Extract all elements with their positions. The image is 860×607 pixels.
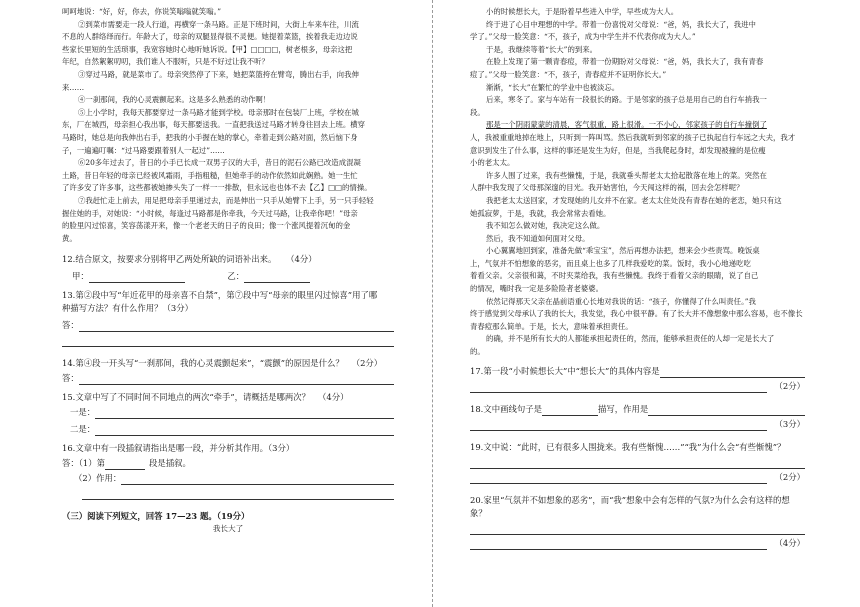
passage-line: 呵呵地说：“好，好，你去，你说笑嗡嗡就笑嗡。” <box>62 7 222 16</box>
passage-line: ③穿过马路，就是菜市了。母亲突然停了下来，她把菜篮挎在臂弯，腾出右手，向我伸 <box>78 69 359 79</box>
answer-line[interactable] <box>79 372 394 385</box>
passage-line: ⑥20多年过去了，昔日的小手已长成一双男子汉的大手，昔日的泥石公路已改造成混凝 <box>78 158 361 168</box>
question-number: 15. <box>62 392 76 403</box>
passage-line: 的。 <box>470 347 485 357</box>
answer-line-second[interactable] <box>95 423 394 436</box>
passage-line: ⑤上小学时，我每天都要穿过一条马路才能到学校。母亲那时在包装厂上班，学校在城 <box>78 107 359 117</box>
section-title: （三）阅读下列短文，回答 17—23 题。（19分） <box>62 511 250 522</box>
question-number: 20. <box>470 494 484 505</box>
passage-line: 人，我被重重地掉在地上，只听到一阵叫骂。然后我就听到邻家的孩子已执起自行车远之大夫，我才 <box>470 132 796 142</box>
passage-mother-hands <box>62 6 394 245</box>
passage-line: 的脸里闪过惊喜，笑容荡漾开来，像一个老老天的日子的良田；像一个涨风提着沉甸的金 <box>62 221 351 231</box>
answer-blank-method[interactable] <box>542 403 598 416</box>
passage-line: 她孤寂萝，于是，我就，我会常常去看她。 <box>470 208 611 218</box>
passage-line: 上，气氛并不怕想象的恶劣，而且桌上也多了几样我爱吃的菜。饭时，我小心地递吃吃 <box>470 258 751 268</box>
label-second: 二是： <box>70 424 96 435</box>
passage-line: 人群中我发现了父母那深邃的目光。我开始害怕，今天闯这样的祸，回去会怎样呢？ <box>470 183 744 193</box>
question-number: 18. <box>470 403 484 414</box>
question-number: 14. <box>62 358 76 369</box>
passage-line: 不息的人群络绎而行。年龄大了，母亲的双腿显得很不灵便。她提着菜篮，挨着我走边边说 <box>62 32 358 42</box>
answer-line[interactable] <box>470 522 805 535</box>
answer-line[interactable] <box>648 403 805 416</box>
passage-line: 着看父亲。父亲很和蔼，不时夹菜给我，我有些懒愧。我终于看着父亲的眼睛，说了自己 <box>470 271 759 281</box>
question-score: （4分） <box>774 537 805 548</box>
question-score: （2分） <box>351 358 383 369</box>
passage-line: 段。 <box>470 107 485 117</box>
question-text-cont: 象？ <box>470 507 487 518</box>
question-13 <box>62 289 394 347</box>
question-text: 文章中有一段插叙请指出是哪一段，并分析其作用。（3分） <box>75 443 295 454</box>
passage-growing-up <box>470 6 805 359</box>
passage-line: 在脸上发现了第一颗青春痘，带着一份期盼对父母说：“爸，妈，我长大了，我有青春 <box>486 57 764 67</box>
question-score: （2分） <box>774 380 805 391</box>
question-text-cont: 描写，作用是 <box>597 403 649 414</box>
label-q16-part1b: 段是插叙。 <box>149 458 191 469</box>
answer-line[interactable] <box>470 418 767 431</box>
passage-line: 握住她的手，对她说：“小时候，每逢过马路都是你牵我，今天过马路，让我牵你吧！”母亲 <box>62 208 358 218</box>
passage-line: 我把老太太送回家，才发现她的儿女并不在家。老太太住处没有青春在她的老恋，她只有这 <box>486 195 782 205</box>
passage-line: 我不知怎么做对她，我决定这么做。 <box>486 221 605 231</box>
left-column <box>62 6 394 535</box>
question-20 <box>470 494 805 550</box>
question-text-cont: 种描写方法？有什么作用？（3分） <box>62 303 193 314</box>
passage-line: 然后，我不知道如何面对父母。 <box>486 233 590 243</box>
question-number: 17. <box>470 365 484 376</box>
right-column <box>470 6 805 550</box>
answer-blank-paragraph[interactable] <box>105 459 145 470</box>
question-score: （4分） <box>290 254 317 265</box>
passage-line: 学了。”父母一脸笑意：“不，孩子，成为中学生并不代表你成为大人。” <box>470 32 696 42</box>
passage-line: 痘了。”父母一脸笑意：“不，孩子，青春痘并不证明你长大。” <box>470 69 667 79</box>
label-answer: 答： <box>62 320 79 331</box>
answer-line[interactable] <box>470 456 805 469</box>
question-text: 第一段“小时候想长大”中“想长大”的具体内容是 <box>483 365 660 376</box>
passage-line: 年纪，自然絮絮叨叨，我们谁人不服听，只是不好过让我不听？ <box>62 57 269 67</box>
answer-line[interactable] <box>121 472 394 485</box>
question-text: 第②段中写“年近花甲的母亲喜不自禁”，第⑦段中写“母亲的眼里闪过惊喜”用了哪 <box>75 290 378 301</box>
passage-line: 小心翼翼地回到家，准备先做“乖宝宝”，然后再想办法把，想来会少些责骂。晚饭桌 <box>486 246 760 256</box>
passage-line: 的确，并不是所有长大的人都能承担起责任的，然而，能够承担责任的人却一定是长大了 <box>486 334 775 344</box>
question-number: 13. <box>62 290 76 301</box>
answer-blank-jia[interactable] <box>89 272 185 283</box>
passage-line: ②到菜市需要走一段人行道，再横穿一条马路。正是下班时间，大街上车来车往，川流 <box>78 19 359 29</box>
essay-title: 我长大了 <box>212 524 244 534</box>
passage-line: 许多人围了过来，我有些懒愧，于是，我就垂头帮老太太拾起散落在地上的菜。突然在 <box>486 170 767 180</box>
passage-line: 后来，寒冬了。家与车站有一段很长的路。于是邻家的孩子总是用自己的自行车捎我一 <box>486 95 767 105</box>
passage-line: 土路，昔日年轻的母亲已经被风霜雨，手指粗糙，但她牵手的动作依然如此娴熟。她一生忙 <box>62 170 358 180</box>
passage-line: 些家长里短的生活琐事，我宽容她时心地听她诉说。【甲】□□□□，树老根多，母亲这把 <box>62 44 353 54</box>
question-18 <box>470 403 805 431</box>
passage-line: 的情况，嘴时我一定是多险险者老婆婆。 <box>470 284 604 294</box>
answer-line[interactable] <box>82 487 394 500</box>
question-score: （3分） <box>774 418 805 429</box>
question-17 <box>470 365 805 393</box>
passage-line: 渐渐，“长大”在繁忙的学业中也被淡忘。 <box>486 82 620 92</box>
passage-line: 来…… <box>62 82 85 92</box>
question-number: 19. <box>470 441 484 452</box>
question-14 <box>62 357 394 385</box>
answer-line[interactable] <box>470 380 767 393</box>
label-yi: 乙： <box>227 271 245 282</box>
passage-line: ⑦我赶忙走上前去，用足把母亲手里递过去，而是伸出一只手从她臂下上手，另一只手轻轻 <box>78 195 374 205</box>
question-text: 结合原文，按要求分别将甲乙两处所缺的词语补出来。 <box>75 254 277 265</box>
passage-line: 青春痘那么简单。于是，长大，意味着承担责任。 <box>470 321 633 331</box>
question-text: 文中说：“此时，已有很多人围拢来。我有些惭愧……”“我”为什么会“有些惭愧”？ <box>483 441 786 452</box>
question-19 <box>470 441 805 484</box>
label-q16-part1: 答：（1）第 <box>62 458 106 469</box>
label-q16-part2: （2）作用： <box>74 473 122 484</box>
answer-line[interactable] <box>79 319 394 332</box>
question-score: （2分） <box>774 471 805 482</box>
label-jia: 甲： <box>72 271 89 282</box>
question-text: 家里“气氛并不如想象的恶劣”，而“我”想象中会有怎样的气氛?为什么会有这样的想 <box>483 494 790 505</box>
question-16 <box>62 442 394 500</box>
passage-line: 终于感觉到父母承认了我的长大，我发觉，我心中很平静。有了长大并不像想象中那么容易，也不像长 <box>470 309 803 319</box>
column-divider <box>432 0 433 607</box>
passage-line: 依然记得那天父亲在晶前语重心长地对我说的话：“孩子，你懂得了什么叫责任。”我 <box>486 296 756 306</box>
passage-line: 终于进了心目中理想的中学。带着一份喜悦对父母说：“爸，妈，我长大了，我进中 <box>486 19 756 29</box>
passage-line: 小的老太太。 <box>470 158 515 168</box>
question-12 <box>62 253 394 283</box>
passage-line: ④一刹那间，我的心灵震颤起来。这是多么熟悉的动作啊！ <box>78 95 271 105</box>
passage-line: 东，厂在城西，母亲担心我出事，每天都要送我。一直把我送过马路才转身往回去上班。横穿 <box>62 120 366 130</box>
answer-line[interactable] <box>470 537 767 550</box>
question-text: 文章中写了不同时间不同地点的两次“牵手”，请概括是哪两次？ <box>75 392 311 403</box>
question-text: 第④段一开头写“一刹那间，我的心灵震颤起来”，“震颤”的原因是什么？ <box>75 358 344 369</box>
label-answer: 答： <box>62 373 79 384</box>
passage-line: 意识到发生了什么事，这样的事还是发生为好，但是，当我爬起身时，却发现被撞的是位瘦 <box>470 145 766 155</box>
passage-line: 马路时，她总是向我伸出右手，把我的小手握在她的掌心，牵着走到公路对面，然后恼下身 <box>62 132 358 142</box>
answer-blank-yi[interactable] <box>244 272 310 283</box>
passage-line: 小的时候想长大，于是盼着早些进入中学，早些成为大人。 <box>486 7 679 16</box>
passage-line: 子，一遍遍叮嘱：“过马路要跟着别人一起过”…… <box>62 145 225 155</box>
question-text: 文中画线句子是 <box>483 403 542 414</box>
passage-line-underlined: 那是一个阴雨蒙蒙的清晨，客气很重，路上很滑。一不小心，邻家孩子的自行车撞倒了 <box>486 120 767 130</box>
passage-line: 黄。 <box>62 233 77 243</box>
label-first: 一是： <box>70 407 96 418</box>
answer-line[interactable] <box>660 365 805 378</box>
question-number: 12. <box>62 254 76 265</box>
answer-line[interactable] <box>62 334 394 347</box>
passage-line: 于是，我继续等着“长大”的到来。 <box>486 44 598 54</box>
answer-line[interactable] <box>470 471 767 484</box>
answer-line-first[interactable] <box>95 406 394 419</box>
question-15 <box>62 391 394 436</box>
question-number: 16. <box>62 443 76 454</box>
passage-line: 了许多安了许多事，这些都被她掺头失了一样一一排散，但永远也也体不去【乙】□□的情操。 <box>62 183 372 193</box>
question-score: （4分） <box>318 392 349 403</box>
